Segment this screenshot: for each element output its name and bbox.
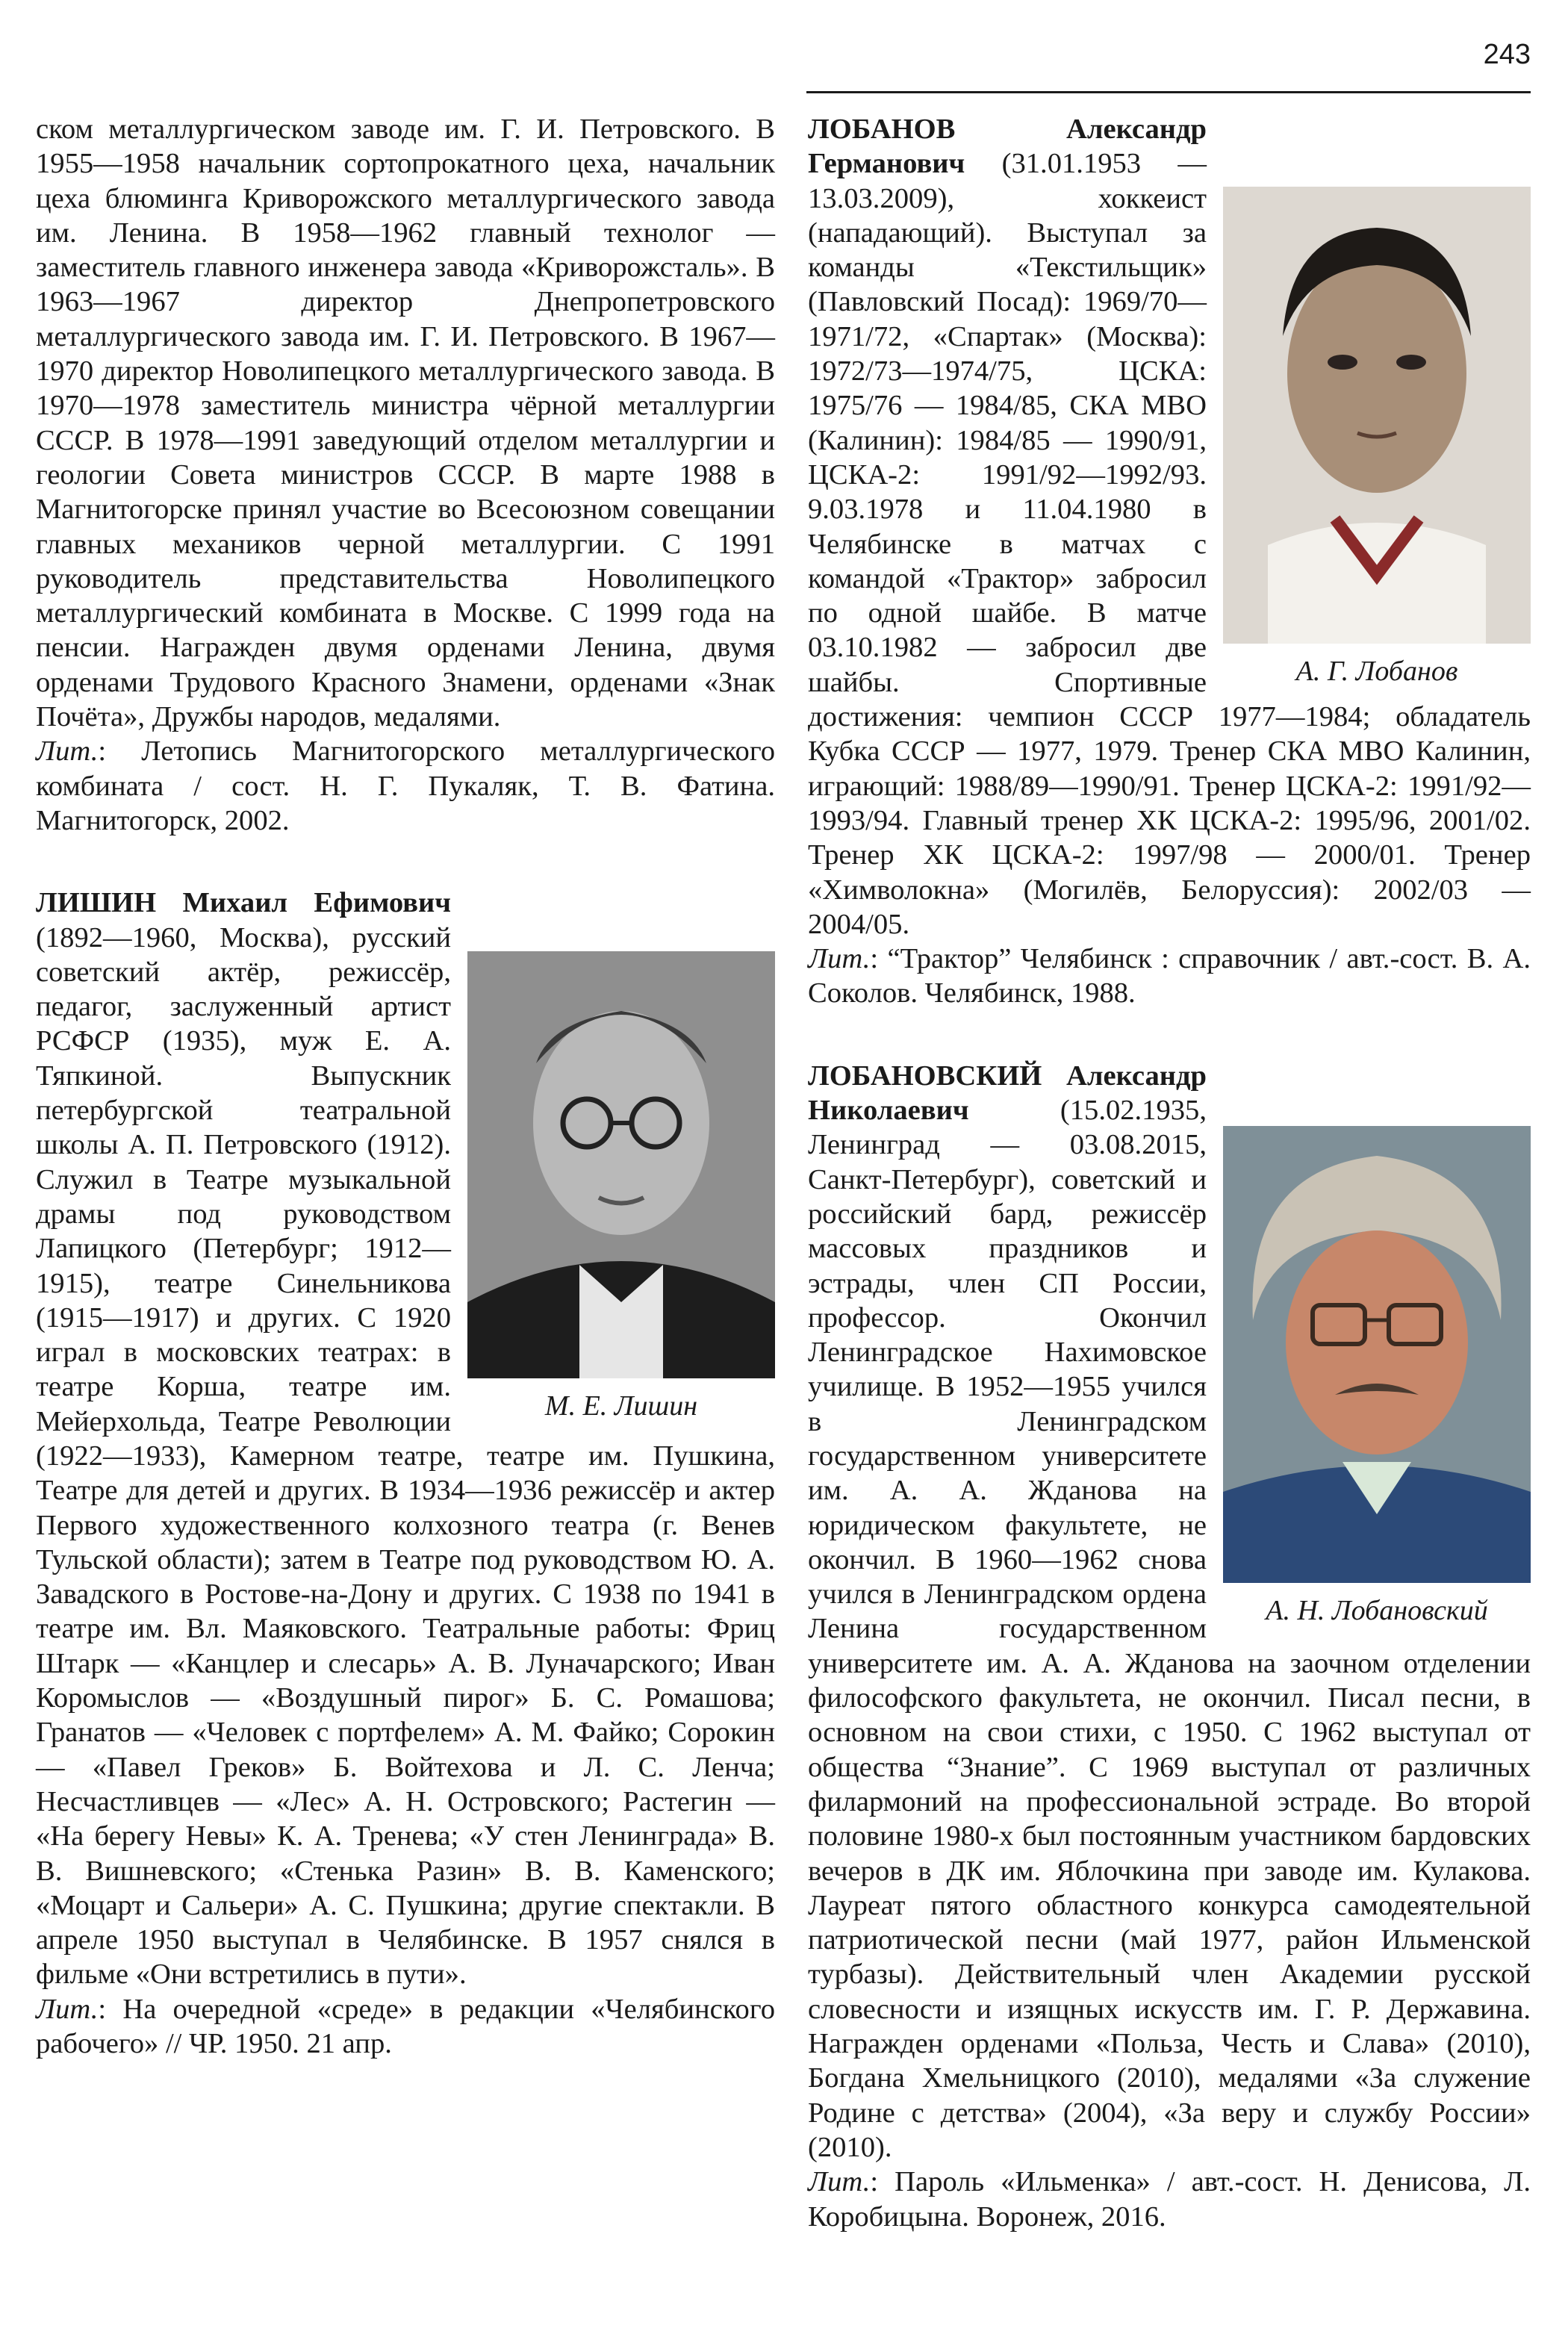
lishin-name: ЛИШИН Михаил Ефимович [36,887,451,919]
lobanov-portrait-icon [1223,187,1531,644]
page-number: 243 [1483,39,1531,70]
continued-entry [36,112,775,734]
lobanovsky-portrait-icon [1223,1126,1531,1583]
lobanovsky-name: ЛОБАНОВСКИЙ Александр Николаевич [808,1060,1207,1127]
lobanovsky-caption: А. Н. Лобановский [1266,1594,1488,1626]
literature-text: : “Трактор” Челябинск : справочник / авт.-сост. В. А. Соколов. Челябинск, 1988. [808,943,1531,1009]
lishin-literature [36,1992,775,2062]
lobanovsky-literature [808,2165,1531,2234]
lishin-photo [467,951,775,1378]
lishin-caption: М. Е. Лишин [544,1390,698,1422]
lishin-portrait-icon [467,951,775,1378]
lobanovsky-figure [1223,1126,1531,1629]
lishin-text: (1892—1960, Москва), русский советский актёр, режиссёр, педагог, заслуженный артист РСФСР (1935), муж Е. А. Тяпкиной. Выпускник петербургской театральной школы А. П. Петровского (1912). Служил в Театре музыкальной драмы под руководством Лапицкого (Петербург; 1912—1915), театре Синельникова (1915—1917) и других. С 1920 играл в московских театрах: в театре Корша, театре им. Мейерхольда, Театре Революции (1922—1933), Камерном театре, театре им. Пушкина, Театре для детей и других. В 1934—1936 режиссёр и актер Первого художественного колхозного театра (г. Венев Тульской области); затем в Театре под руководством Ю. А. Завадского в Ростове-на-Дону и других. С 1938 по 1941 в театре им. Вл. Маяковского. Театральные работы: Фриц Штарк — «Канцлер и слесарь» А. В. Луначарского; Иван Коромыслов — «Воздушный пирог» Б. С. Ромашова; Гранатов — «Человек с портфелем» А. М. Файко; Сорокин — «Павел Греков» Б. Войтехова и Л. С. Ленча; Несчастливцев — «Лес» А. Н. Островского; Растегин — «На берегу Невы» К. А. Тренева; «У стен Ленинграда» В. В. Вишневского; «Стенька Разин» В. В. Каменского; «Моцарт и Сальери» А. С. Пушкина; другие спектакли. В апреле 1950 выступал в Челябинске. В 1957 снялся в фильме «Они встретились в пути». [36,921,775,1991]
lobanov-photo [1223,187,1531,644]
lobanov-figure [1223,187,1531,690]
lobanov-caption: А. Г. Лобанов [1295,656,1458,687]
literature-label: Лит. [36,735,99,768]
literature-text: : Летопись Магнитогорского металлургического комбината / сост. Н. Г. Пукаляк, Т. В. Фатина. Магнитогорск, 2002. [36,735,775,836]
lobanovsky-text: (15.02.1935, Ленинград — 03.08.2015, Санкт-Петербург), советский и российский бард, режиссёр массовых праздников и эстрады, член СП России, профессор. Окончил Ленинградское Нахимовское училище. В 1952—1955 учился в Ленинградском государственном университете им. А. А. Жданова на юридическом факультете, не окончил. В 1960—1962 снова учился в Ленинградском ордена Ленина государственном университете им. А. А. Жданова на заочном отделении философского факультета, не окончил. Писал песни, в основном на свои стихи, с 1950. С 1962 выступал от общества “Знание”. С 1969 выступал от различных филармоний на профессиональной эстраде. Во второй половине 1980-х был постоянным участником бардовских вечеров в ДК им. Яблочкина при заводе им. Кулакова. Лауреат пятого областного конкурса самодеятельной патриотической песни (май 1977, район Ильменской турбазы). Действительный член Академии русской словесности и изящных искусств им. Г. Р. Державина. Награжден орденами «Польза, Честь и Слава» (2010), Богдана Хмельницкого (2010), медалями «За служение Родине с детства» (2004), «За веру и службу России» (2010). [808,1095,1531,2163]
continued-entry-text: ском металлургическом заводе им. Г. И. Петровского. В 1955—1958 начальник сортопрокатного цеха, начальник цеха блюминга Криворожского металлургического завода им. Ленина. В 1958—1962 главный технолог — заместитель главного инженера завода «Криворожсталь». В 1963—1967 директор Днепропетровского металлургического завода им. Г. И. Петровского. В 1967—1970 директор Новолипецкого металлургического завода. В 1970—1978 заместитель министра чёрной металлургии СССР. В 1978—1991 заведующий отделом металлургии и геологии Совета министров СССР. В марте 1988 в Магнитогорске принял участие во Всесоюзном совещании главных механиков черной металлургии. С 1991 руководитель представительства Новолипецкого металлургический комбината в Москве. С 1999 года на пенсии. Награжден двумя орденами Ленина, двумя орденами Трудового Красного Знамени, орденами «Знак Почёта», Дружбы народов, медалями. [36,113,775,733]
header-rule [806,91,1531,93]
literature-text: : Пароль «Ильменка» / авт.-сост. Н. Денисова, Л. Коробицына. Воронеж, 2016. [808,2166,1531,2233]
literature-text: : На очередной «среде» в редакции «Челябинского рабочего» // ЧР. 1950. 21 апр. [36,1993,775,2060]
continued-entry-literature [36,734,775,838]
lobanov-text: (31.01.1953 — 13.03.2009), хоккеист (нападающий). Выступал за команды «Текстильщик» (Павловский Посад): 1969/70—1971/72, «Спартак» (Москва): 1972/73—1974/75, ЦСКА: 1975/76 — 1984/85, СКА МВО (Калинин): 1984/85 — 1990/91, ЦСКА-2: 1991/92—1992/93. 9.03.1978 и 11.04.1980 в Челябинске в матчах с командой «Трактор» забросил по одной шайбе. В матче 03.10.1982 — забросил две шайбы. Спортивные достижения: чемпион СССР 1977—1984; обладатель Кубка СССР — 1977, 1979. Тренер СКА МВО Калинин, играющий: 1988/89—1990/91. Тренер ЦСКА-2: 1991/92—1993/94. Главный тренер ХК ЦСКА-2: 1995/96, 2001/02. Тренер ХК ЦСКА-2: 1997/98 — 2000/01. Тренер «Химволокна» (Могилёв, Белоруссия): 2002/03 — 2004/05. [808,148,1531,940]
literature-label: Лит. [808,2166,871,2198]
lishin-figure [467,951,775,1425]
left-column [36,112,775,2061]
lobanov-literature [808,942,1531,1011]
literature-label: Лит. [36,1993,99,2025]
lobanov-name: ЛОБАНОВ Александр Германович [808,113,1207,180]
lobanovsky-photo [1223,1126,1531,1583]
literature-label: Лит. [808,943,871,975]
right-column [808,112,1531,2234]
